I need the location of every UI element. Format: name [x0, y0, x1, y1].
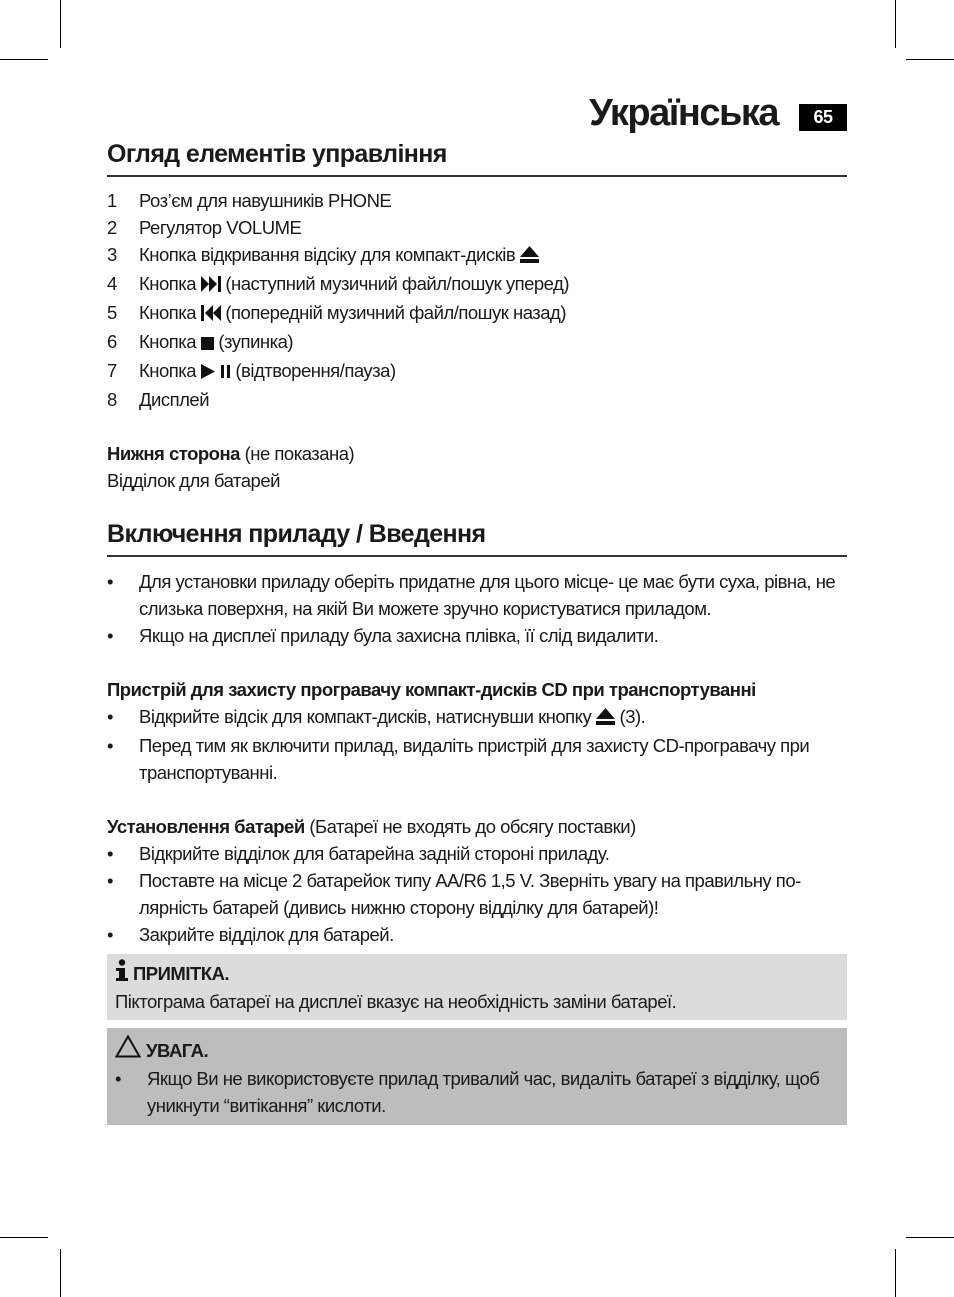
battery-heading	[107, 813, 847, 840]
section-title-controls: Огляд елементів управління	[107, 140, 847, 177]
bullet-text: Для установки приладу оберіть придатне для цього місце- це має бути суха, рівна, не слизька поверхня, на якій Ви можете зручно користуватися приладом.	[139, 571, 836, 619]
crop-mark	[906, 1237, 954, 1238]
bullet-text: Поставте на місце 2 батарейок типу AA/R6 1,5 V. Зверніть увагу на правильну по-лярність батарей (дивись нижню сторону відділку для батарей)!	[139, 870, 801, 918]
stop-icon	[201, 330, 214, 357]
item-text: Регулятор VOLUME	[139, 217, 302, 238]
note-text: Піктограма батареї на дисплеї вказує на необхідність заміни батареї.	[115, 991, 677, 1012]
language-title: Українська	[589, 92, 778, 134]
list-item	[107, 328, 847, 357]
note-box	[107, 954, 847, 1020]
controls-list	[107, 187, 847, 413]
eject-icon	[520, 243, 539, 270]
item-text: Кнопка	[139, 273, 197, 294]
item-text: Дисплей	[139, 389, 210, 410]
page-number: 65	[799, 104, 847, 131]
list-item: • Якщо Ви не використовуєте прилад тривалий час, видаліть батареї з відділку, щоб уникнути “витікання” кислоти.	[115, 1065, 839, 1119]
battery-note: (Батареї не входять до обсягу поставки)	[309, 816, 636, 837]
crop-mark	[0, 59, 48, 60]
bullet-text: Якщо Ви не використовуєте прилад тривалий час, видаліть батареї з відділку, щоб уникнути “витікання” кислоти.	[147, 1068, 820, 1116]
page-content	[107, 140, 847, 1125]
battery-title: Установлення батарей	[107, 816, 305, 837]
item-number: 6	[107, 331, 117, 352]
bullet-text: Відкрийте відділок для батарейна задній стороні приладу.	[139, 843, 610, 864]
item-text: (відтворення/пауза)	[235, 360, 396, 381]
crop-mark	[895, 0, 896, 48]
start-bullets	[107, 568, 847, 649]
next-track-icon	[201, 272, 221, 299]
bullet-text: (3).	[619, 706, 646, 727]
item-text: Кнопка	[139, 360, 197, 381]
item-number: 7	[107, 360, 117, 381]
list-item	[107, 270, 847, 299]
transport-bullets	[107, 703, 847, 786]
bullet-text: Закрийте відділок для батарей.	[139, 924, 394, 945]
bullet-text: Перед тим як включити прилад, видаліть пристрій для захисту CD-програвачу при транспортуванні.	[139, 735, 810, 783]
item-number: 3	[107, 244, 117, 265]
transport-title: Пристрій для захисту програвачу компакт-дисків CD при транспортуванні	[107, 679, 756, 700]
list-item	[107, 299, 847, 328]
list-item: • Відкрийте відділок для батарейна задній стороні приладу.	[107, 840, 847, 867]
crop-mark	[60, 0, 61, 48]
section-title-start: Включення приладу / Введення	[107, 520, 847, 557]
list-item	[107, 241, 847, 270]
warning-label: УВАГА.	[146, 1039, 209, 1061]
crop-mark	[60, 1249, 61, 1297]
bullet-text: Якщо на дисплеї приладу була захисна плівка, її слід видалити.	[139, 625, 659, 646]
list-item	[107, 187, 847, 214]
list-item	[107, 214, 847, 241]
warning-bullets	[115, 1065, 839, 1119]
list-item: • Відкрийте відсік для компакт-дисків, натиснувши кнопку (3).	[107, 703, 847, 732]
item-number: 5	[107, 302, 117, 323]
item-text: Кнопка	[139, 331, 197, 352]
list-item: • Перед тим як включити прилад, видаліть пристрій для захисту CD-програвачу при транспортуванні.	[107, 732, 847, 786]
crop-mark	[0, 1237, 48, 1238]
bullet-text: Відкрийте відсік для компакт-дисків, натиснувши кнопку	[139, 706, 592, 727]
play-pause-icon	[201, 359, 231, 386]
list-item	[107, 357, 847, 386]
warning-box	[107, 1028, 847, 1125]
item-text: (попередній музичний файл/пошук назад)	[225, 302, 567, 323]
item-number: 2	[107, 217, 117, 238]
eject-icon	[596, 705, 615, 732]
crop-mark	[906, 59, 954, 60]
warning-icon	[115, 1035, 141, 1065]
bottom-side-note: (не показана)	[244, 443, 355, 464]
bottom-side-block	[107, 440, 847, 494]
item-text: Кнопка	[139, 302, 197, 323]
item-text: Роз’єм для навушників PHONE	[139, 190, 392, 211]
info-icon	[115, 959, 129, 988]
item-text: (зупинка)	[218, 331, 294, 352]
crop-mark	[895, 1249, 896, 1297]
list-item: • Якщо на дисплеї приладу була захисна плівка, її слід видалити.	[107, 622, 847, 649]
battery-bullets	[107, 840, 847, 948]
item-number: 8	[107, 389, 117, 410]
bottom-side-item: Відділок для батарей	[107, 470, 280, 491]
list-item: • Закрийте відділок для батарей.	[107, 921, 847, 948]
bottom-side-label: Нижня сторона	[107, 443, 240, 464]
item-text: (наступний музичний файл/пошук уперед)	[225, 273, 570, 294]
item-number: 1	[107, 190, 117, 211]
page-header	[500, 92, 847, 142]
note-label: ПРИМІТКА.	[133, 963, 230, 984]
list-item: • Для установки приладу оберіть придатне для цього місце- це має бути суха, рівна, не слизька поверхня, на якій Ви можете зручно користуватися приладом.	[107, 568, 847, 622]
list-item: • Поставте на місце 2 батарейок типу AA/R6 1,5 V. Зверніть увагу на правильну по-лярність батарей (дивись нижню сторону відділку для батарей)!	[107, 867, 847, 921]
item-text: Кнопка відкривання відсіку для компакт-дисків	[139, 244, 516, 265]
list-item	[107, 386, 847, 413]
previous-track-icon	[201, 301, 221, 328]
item-number: 4	[107, 273, 117, 294]
